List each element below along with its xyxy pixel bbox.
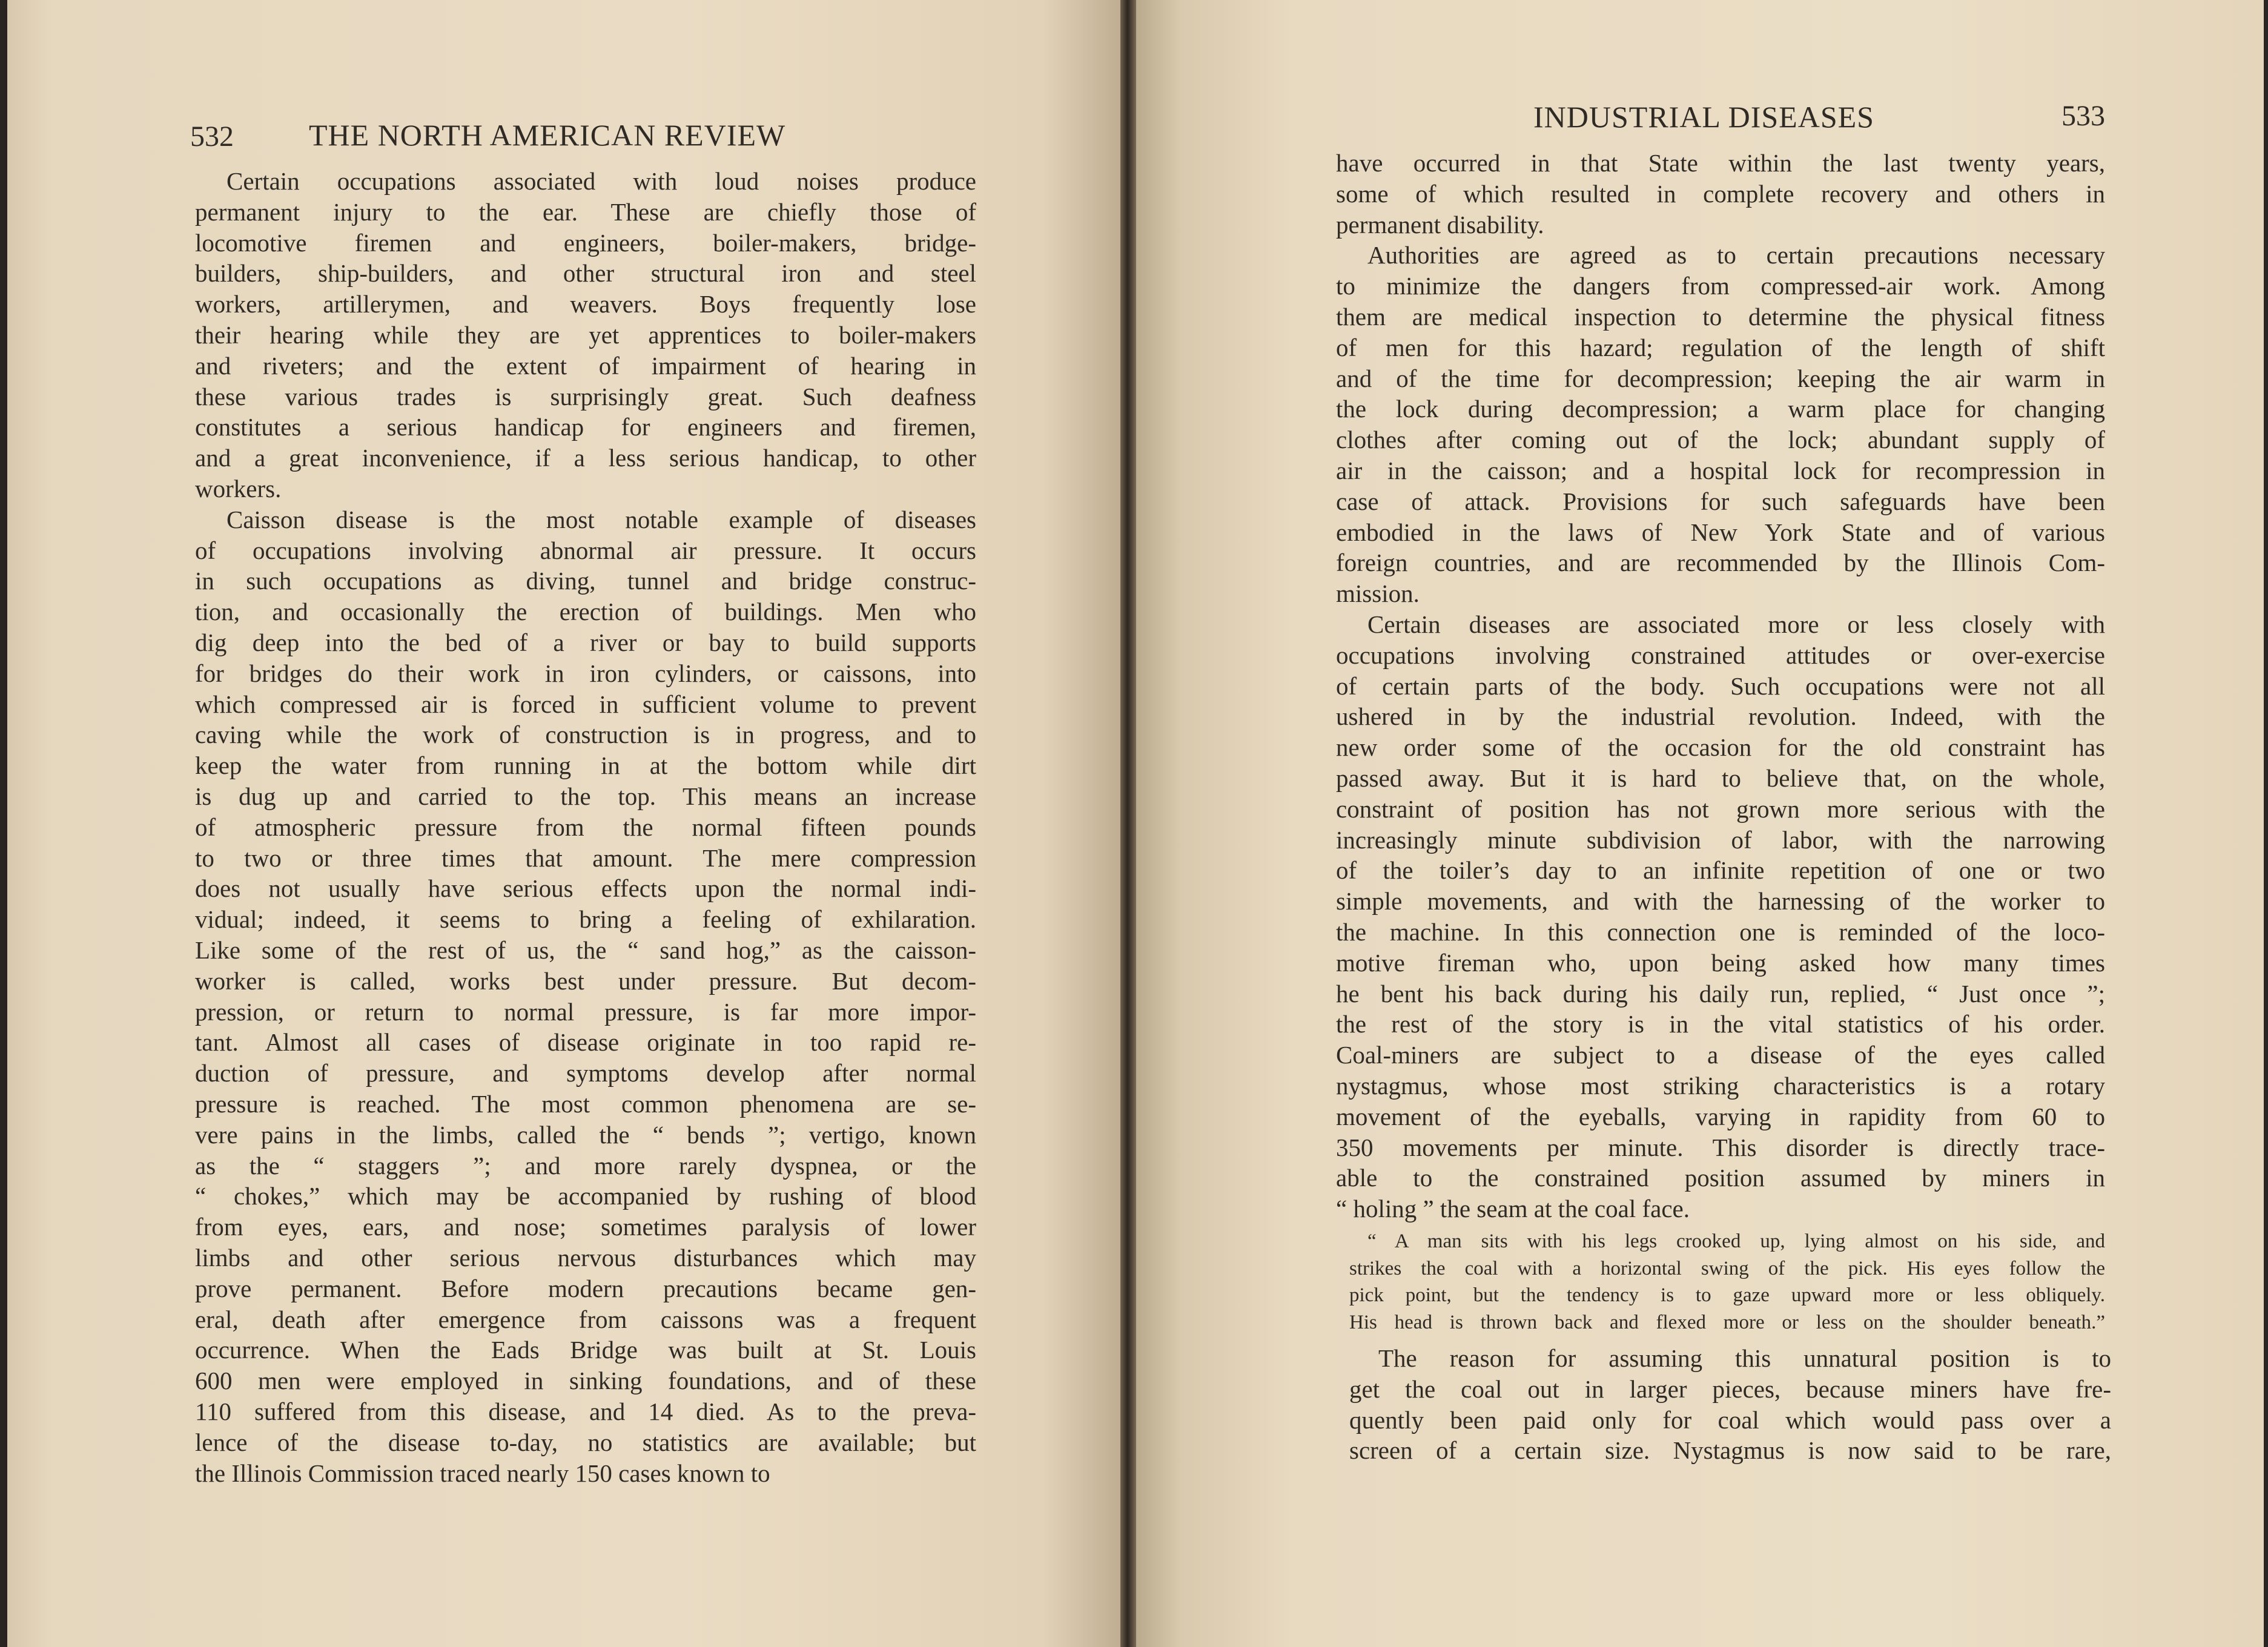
text-line: nystagmus, whose most striking characteristics is a rotary bbox=[1336, 1072, 2105, 1100]
text-line: 350 movements per minute. This disorder is directly trace- bbox=[1336, 1133, 2105, 1161]
text-line: the machine. In this connection one is reminded of the loco- bbox=[1336, 918, 2105, 946]
text-line: workers. bbox=[195, 475, 282, 503]
running-head: THE NORTH AMERICAN REVIEW bbox=[309, 118, 786, 152]
text-line: and a great inconvenience, if a less serious handicap, to other bbox=[195, 444, 976, 472]
text-line: “ holing ” the seam at the coal face. bbox=[1336, 1195, 1690, 1223]
running-head: INDUSTRIAL DISEASES bbox=[1533, 100, 1874, 134]
text-line: prove permanent. Before modern precautions became gen- bbox=[195, 1274, 976, 1302]
text-line: he bent his back during his daily run, replied, “ Just once ”; bbox=[1336, 979, 2105, 1008]
page-number: 533 bbox=[2061, 100, 2105, 132]
text-line: does not usually have serious effects upon the normal indi- bbox=[195, 874, 976, 903]
page-number: 532 bbox=[190, 120, 234, 153]
text-line: to minimize the dangers from compressed-air work. Among bbox=[1336, 272, 2105, 300]
text-line: occurrence. When the Eads Bridge was built at St. Louis bbox=[195, 1336, 976, 1364]
text-line: these various trades is surprisingly great. Such deafness bbox=[195, 382, 976, 411]
text-line: The reason for assuming this unnatural position is to bbox=[1378, 1344, 2111, 1372]
text-line: Authorities are agreed as to certain precautions necessary bbox=[1367, 241, 2105, 269]
text-line: the rest of the story is in the vital statistics of his order. bbox=[1336, 1010, 2105, 1038]
text-line: tion, and occasionally the erection of buildings. Men who bbox=[195, 598, 976, 626]
right-page bbox=[1136, 0, 2264, 1647]
text-line: have occurred in that State within the last twenty years, bbox=[1336, 149, 2105, 177]
text-line: simple movements, and with the harnessing of the worker to bbox=[1336, 887, 2105, 916]
text-line: embodied in the laws of New York State and of various bbox=[1336, 518, 2105, 546]
text-line: locomotive firemen and engineers, boiler-makers, bridge- bbox=[195, 228, 976, 257]
text-line: permanent injury to the ear. These are chiefly those of bbox=[195, 197, 976, 226]
text-line: occupations involving constrained attitudes or over-exercise bbox=[1336, 641, 2105, 669]
text-line: eral, death after emergence from caissons was a frequent bbox=[195, 1305, 976, 1333]
text-line: foreign countries, and are recommended by the Illinois Com- bbox=[1336, 549, 2105, 577]
text-line: to two or three times that amount. The mere compression bbox=[195, 843, 976, 872]
text-line: which compressed air is forced in sufficient volume to prevent bbox=[195, 690, 976, 718]
text-line: the lock during decompression; a warm place for changing bbox=[1336, 395, 2105, 423]
text-line: constitutes a serious handicap for engineers and firemen, bbox=[195, 413, 976, 441]
text-line: Coal-miners are subject to a disease of the eyes called bbox=[1336, 1041, 2105, 1069]
text-line: “ chokes,” which may be accompanied by rushing of blood bbox=[195, 1182, 976, 1210]
text-line: vere pains in the limbs, called the “ bends ”; vertigo, known bbox=[195, 1120, 976, 1149]
text-line: clothes after coming out of the lock; abundant supply of bbox=[1336, 426, 2105, 454]
quote-line: “ A man sits with his legs crooked up, lying almost on his side, and bbox=[1367, 1230, 2105, 1252]
text-line: motive fireman who, upon being asked how many times bbox=[1336, 948, 2105, 977]
text-line: of men for this hazard; regulation of the length of shift bbox=[1336, 333, 2105, 361]
text-line: pression, or return to normal pressure, is far more impor- bbox=[195, 997, 976, 1026]
text-line: passed away. But it is hard to believe that, on the whole, bbox=[1336, 764, 2105, 792]
text-line: quently been paid only for coal which would pass over a bbox=[1349, 1405, 2111, 1434]
text-line: of occupations involving abnormal air pressure. It occurs bbox=[195, 536, 976, 564]
text-line: case of attack. Provisions for such safeguards have been bbox=[1336, 487, 2105, 515]
text-line: caving while the work of construction is in progress, and to bbox=[195, 721, 976, 749]
left-page bbox=[7, 0, 1120, 1647]
text-line: ushered in by the industrial revolution. Indeed, with the bbox=[1336, 702, 2105, 731]
quote-line: His head is thrown back and flexed more or less on the shoulder beneath.” bbox=[1349, 1311, 2105, 1333]
text-line: dig deep into the bed of a river or bay to build supports bbox=[195, 629, 976, 656]
text-line: movement of the eyeballs, varying in rapidity from 60 to bbox=[1336, 1102, 2105, 1130]
text-line: of atmospheric pressure from the normal fifteen pounds bbox=[195, 813, 976, 841]
text-line: constraint of position has not grown more serious with the bbox=[1336, 794, 2105, 823]
text-line: in such occupations as diving, tunnel and bridge construc- bbox=[195, 567, 976, 595]
text-line: the Illinois Commission traced nearly 150 cases known to bbox=[195, 1459, 770, 1487]
text-line: able to the constrained position assumed by miners in bbox=[1336, 1164, 2105, 1192]
text-line: pressure is reached. The most common phenomena are se- bbox=[195, 1090, 976, 1118]
text-line: vidual; indeed, it seems to bring a feeling of exhilaration. bbox=[195, 905, 976, 934]
text-line: of the toiler’s day to an infinite repetition of one or two bbox=[1336, 856, 2105, 885]
text-line: lence of the disease to-day, no statistics are available; but bbox=[195, 1428, 976, 1456]
text-line: increasingly minute subdivision of labor, with the narrowing bbox=[1336, 825, 2105, 854]
text-line: 110 suffered from this disease, and 14 died. As to the preva- bbox=[195, 1398, 976, 1425]
text-line: from eyes, ears, and nose; sometimes paralysis of lower bbox=[195, 1213, 976, 1241]
text-line: and of the time for decompression; keeping the air warm in bbox=[1336, 364, 2105, 392]
text-line: Caisson disease is the most notable example of diseases bbox=[226, 505, 976, 533]
text-line: worker is called, works best under pressure. But decom- bbox=[195, 966, 976, 995]
text-line: of certain parts of the body. Such occupations were not all bbox=[1336, 672, 2105, 700]
text-line: screen of a certain size. Nystagmus is now said to be rare, bbox=[1349, 1436, 2111, 1465]
quote-line: strikes the coal with a horizontal swing of the pick. His eyes follow the bbox=[1349, 1257, 2105, 1279]
quote-line: pick point, but the tendency is to gaze upward more or less obliquely. bbox=[1349, 1284, 2105, 1306]
text-line: their hearing while they are yet apprentices to boiler-makers bbox=[195, 321, 976, 349]
text-line: builders, ship-builders, and other structural iron and steel bbox=[195, 259, 976, 288]
text-line: is dug up and carried to the top. This means an increase bbox=[195, 782, 976, 810]
text-line: workers, artillerymen, and weavers. Boys frequently lose bbox=[195, 290, 976, 319]
book-gutter bbox=[1120, 0, 1136, 1647]
text-line: permanent disability. bbox=[1336, 210, 1544, 239]
text-line: tant. Almost all cases of disease originate in too rapid re- bbox=[195, 1028, 976, 1057]
text-line: some of which resulted in complete recovery and others in bbox=[1336, 179, 2105, 208]
text-line: limbs and other serious nervous disturbances which may bbox=[195, 1244, 976, 1272]
text-line: for bridges do their work in iron cylinders, or caissons, into bbox=[195, 659, 976, 687]
text-line: duction of pressure, and symptoms develop after normal bbox=[195, 1059, 976, 1088]
text-line: get the coal out in larger pieces, because miners have fre- bbox=[1349, 1375, 2111, 1403]
text-line: new order some of the occasion for the old constraint has bbox=[1336, 733, 2105, 762]
text-line: mission. bbox=[1336, 579, 1420, 608]
text-line: 600 men were employed in sinking foundations, and of these bbox=[195, 1367, 976, 1395]
text-line: air in the caisson; and a hospital lock for recompression in bbox=[1336, 457, 2105, 484]
text-line: as the “ staggers ”; and more rarely dyspnea, or the bbox=[195, 1151, 976, 1180]
text-line: keep the water from running in at the bottom while dirt bbox=[195, 751, 976, 780]
text-line: Certain diseases are associated more or less closely with bbox=[1367, 610, 2105, 638]
text-line: and riveters; and the extent of impairment of hearing in bbox=[195, 351, 976, 380]
text-line: them are medical inspection to determine the physical fitness bbox=[1336, 303, 2105, 331]
text-line: Certain occupations associated with loud noises produce bbox=[226, 167, 976, 195]
text-line: Like some of the rest of us, the “ sand hog,” as the caisson- bbox=[195, 936, 976, 964]
